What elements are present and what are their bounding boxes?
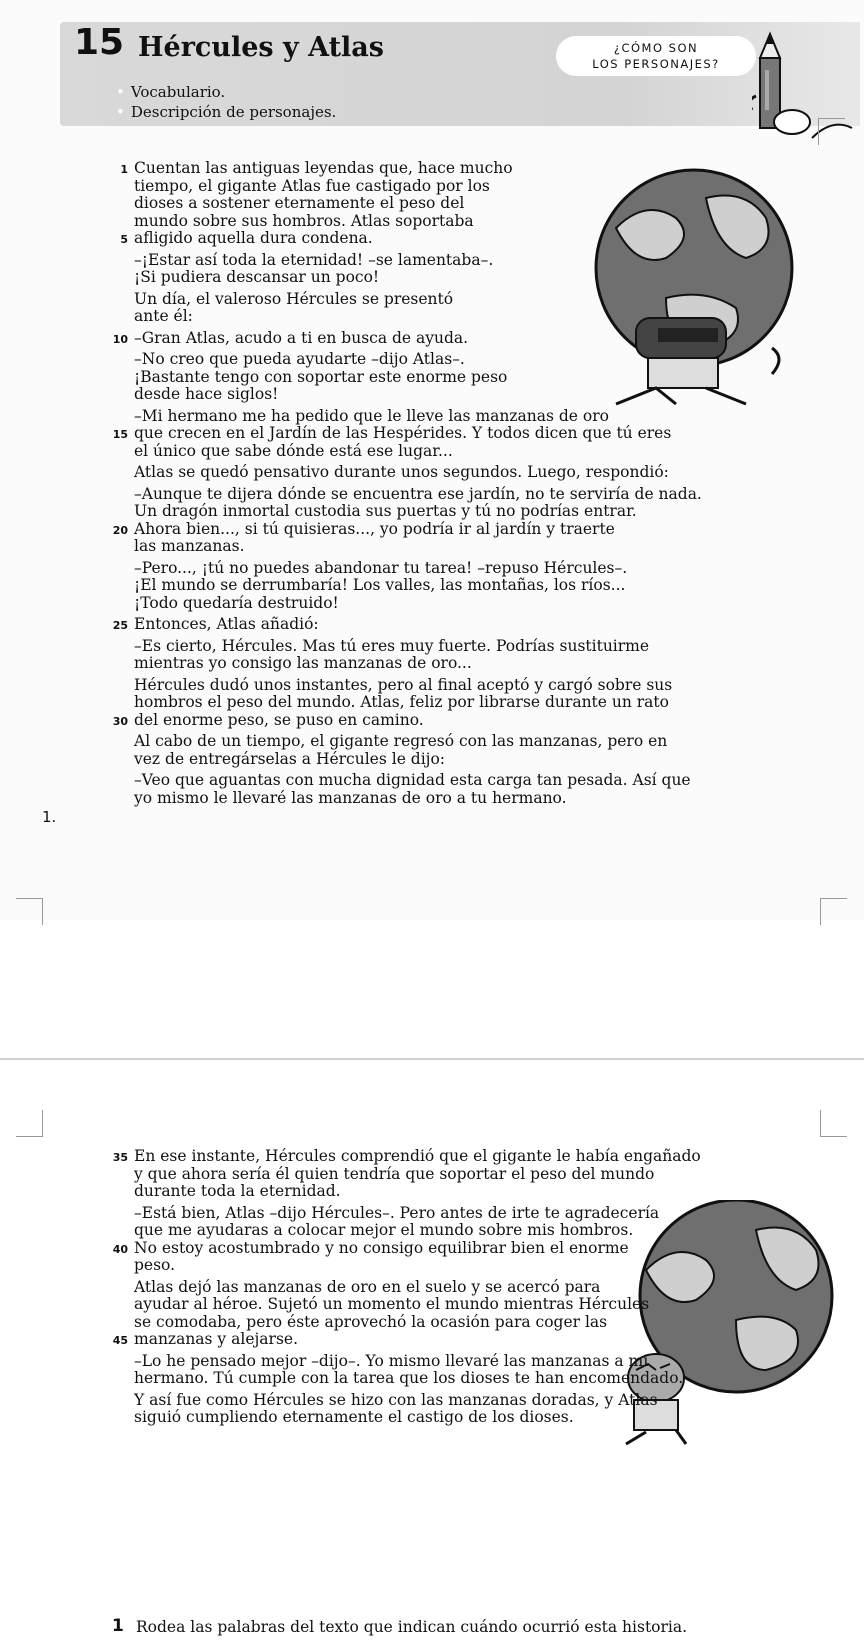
lesson-title: Hércules y Atlas (138, 32, 385, 63)
line-text: Atlas se quedó pensativo durante unos segundos. Luego, respondió: (134, 463, 669, 481)
text-line (134, 252, 702, 270)
text-line (134, 1392, 701, 1410)
text-line (134, 772, 702, 790)
margin-marker: 1. (42, 808, 57, 826)
line-number: 5 (120, 233, 128, 246)
line-number: 10 (112, 332, 128, 346)
text-line (134, 1409, 701, 1427)
crop-mark-top-right (820, 898, 847, 925)
line-number: 35 (112, 1151, 128, 1164)
line-text: se comodaba, pero éste aprovechó la ocasión para coger las (134, 1312, 608, 1331)
bubble-line-1: ¿CÓMO SON (613, 41, 699, 55)
line-text: –No creo que pueda ayudarte –dijo Atlas–. (134, 350, 465, 368)
objective-descripcion: • Descripción de personajes. (130, 102, 336, 122)
line-text: manzanas y alejarse. (134, 1330, 298, 1348)
exercise-text: Rodea las palabras del texto que indican cuándo ocurrió esta historia. (136, 1618, 688, 1636)
text-line (134, 560, 702, 578)
line-text: desde hace siglos! (134, 385, 279, 403)
line-number: 1 (120, 163, 128, 176)
line-text: dioses a sostener eternamente el peso del (134, 194, 465, 212)
text-line (134, 677, 702, 695)
story-part-2 (112, 1147, 701, 1427)
text-line (112, 1147, 701, 1166)
lesson-number: 15 (74, 22, 125, 63)
text-line (134, 213, 702, 231)
text-line (134, 1205, 701, 1223)
text-line (134, 638, 702, 656)
text-line (134, 577, 702, 595)
page-divider (0, 1058, 864, 1060)
line-text: Entonces, Atlas añadió: (134, 615, 319, 633)
line-text: vez de entregárselas a Hércules le dijo: (134, 749, 446, 768)
line-text: –Mi hermano me ha pedido que le lleve las manzanas de oro (134, 406, 609, 425)
crop-mark-bottom-right (820, 1110, 847, 1137)
line-text: del enorme peso, se puso en camino. (134, 710, 424, 729)
line-number: 15 (112, 428, 128, 441)
text-line (134, 1353, 701, 1371)
exercise-question (112, 1616, 688, 1636)
text-line (134, 195, 702, 213)
text-line (134, 386, 702, 404)
line-text: tiempo, el gigante Atlas fue castigado por los (134, 176, 490, 195)
line-text: ayudar al héroe. Sujetó un momento el mundo mientras Hércules (134, 1295, 650, 1313)
line-text: que me ayudaras a colocar mejor el mundo sobre mis hombros. (134, 1221, 634, 1239)
line-text: En ese instante, Hércules comprendió que el gigante le había engañado (134, 1147, 701, 1165)
objective-vocabulario: • Vocabulario. (130, 82, 336, 102)
line-text: ¡Bastante tengo con soportar este enorme peso (134, 367, 508, 386)
line-text: durante toda la eternidad. (134, 1182, 341, 1200)
text-line (134, 1296, 701, 1314)
text-line (134, 1222, 701, 1240)
text-line (120, 229, 702, 248)
line-text: Cuentan las antiguas leyendas que, hace mucho (134, 159, 513, 177)
line-number: 25 (112, 619, 128, 632)
text-line (112, 328, 702, 348)
text-line (134, 408, 702, 426)
text-line (134, 1314, 701, 1332)
text-line (134, 443, 702, 461)
line-text: siguió cumpliendo eternamente el castigo de los dioses. (134, 1408, 574, 1426)
line-text: el único que sabe dónde está ese lugar... (134, 441, 453, 460)
line-text: –Veo que aguantas con mucha dignidad esta carga tan pesada. Así que (134, 771, 691, 789)
line-number: 40 (112, 1242, 128, 1256)
page-corner (818, 118, 845, 145)
line-text: y que ahora sería él quien tendría que soportar el peso del mundo (134, 1164, 655, 1183)
line-text: mientras yo consigo las manzanas de oro... (134, 654, 472, 672)
text-line (134, 308, 702, 326)
text-line (112, 710, 702, 730)
text-line (134, 1166, 701, 1184)
text-line (134, 1279, 701, 1297)
text-line (134, 503, 702, 521)
line-text: hombros el peso del mundo. Atlas, feliz por librarse durante un rato (134, 693, 669, 711)
text-line (134, 1257, 701, 1275)
text-line (134, 694, 702, 712)
line-text: las manzanas. (134, 537, 245, 555)
text-line (112, 1238, 701, 1258)
bubble-line-2: LOS PERSONAJES? (592, 57, 720, 71)
line-text: que crecen en el Jardín de las Hespérides. Y todos dicen que tú eres (134, 424, 672, 442)
line-text: No estoy acostumbrado y no consigo equilibrar bien el enorme (134, 1238, 629, 1257)
line-text: Ahora bien..., si tú quisieras..., yo podría ir al jardín y traerte (134, 519, 615, 538)
text-line (112, 424, 702, 443)
line-text: afligido aquella dura condena. (134, 229, 373, 247)
line-text: Un día, el valeroso Hércules se presentó (134, 289, 454, 308)
line-number: 30 (112, 714, 128, 728)
text-line (134, 595, 702, 613)
line-text: –Aunque te dijera dónde se encuentra ese jardín, no te serviría de nada. (134, 484, 702, 503)
text-line (112, 1330, 701, 1349)
text-line (112, 615, 702, 634)
text-line (134, 751, 702, 769)
text-line (134, 655, 702, 673)
line-text: ¡El mundo se derrumbaría! Los valles, las montañas, los ríos... (134, 576, 626, 594)
line-text: –Gran Atlas, acudo a ti en busca de ayuda. (134, 328, 469, 347)
crop-mark-bottom-left (16, 1110, 43, 1137)
text-line (120, 159, 702, 178)
line-text: Y así fue como Hércules se hizo con las manzanas doradas, y Atlas (134, 1390, 658, 1409)
line-text: –Pero..., ¡tú no puedes abandonar tu tarea! –repuso Hércules–. (134, 558, 628, 577)
line-text: Un dragón inmortal custodia sus puertas y tú no podrías entrar. (134, 502, 637, 520)
text-line (134, 369, 702, 387)
crop-mark-top-left (16, 898, 43, 925)
text-line (134, 1183, 701, 1201)
text-line (112, 519, 702, 539)
speech-bubble (556, 36, 756, 76)
line-text: ante él: (134, 307, 193, 325)
line-number: 20 (112, 523, 128, 537)
objectives-list (130, 82, 336, 122)
text-line (134, 1370, 701, 1388)
text-line (134, 464, 702, 482)
line-text: hermano. Tú cumple con la tarea que los dioses te han encomendado. (134, 1369, 684, 1387)
line-number: 45 (112, 1334, 128, 1347)
line-text: ¡Todo quedaría destruido! (134, 593, 339, 612)
text-line (134, 733, 702, 751)
exercise-number: 1 (112, 1616, 124, 1636)
text-line (134, 291, 702, 309)
line-text: –¡Estar así toda la eternidad! –se lamentaba–. (134, 250, 494, 269)
text-line (134, 486, 702, 504)
line-text: mundo sobre sus hombros. Atlas soportaba (134, 211, 474, 230)
line-text: yo mismo le llevaré las manzanas de oro a tu hermano. (134, 788, 567, 807)
text-line (134, 351, 702, 369)
line-text: ¡Si pudiera descansar un poco! (134, 268, 380, 286)
story-part-1 (112, 159, 702, 807)
line-text: Atlas dejó las manzanas de oro en el suelo y se acercó para (134, 1277, 601, 1296)
text-line (134, 269, 702, 287)
line-text: peso. (134, 1256, 176, 1274)
text-line (134, 178, 702, 196)
text-line (134, 790, 702, 808)
line-text: Hércules dudó unos instantes, pero al final aceptó y cargó sobre sus (134, 675, 673, 694)
line-text: Al cabo de un tiempo, el gigante regresó con las manzanas, pero en (134, 732, 668, 750)
line-text: –Lo he pensado mejor –dijo–. Yo mismo llevaré las manzanas a mi (134, 1351, 649, 1370)
text-line (134, 538, 702, 556)
line-text: –Es cierto, Hércules. Mas tú eres muy fuerte. Podrías sustituirme (134, 636, 650, 655)
line-text: –Está bien, Atlas –dijo Hércules–. Pero antes de irte te agradecería (134, 1203, 660, 1222)
